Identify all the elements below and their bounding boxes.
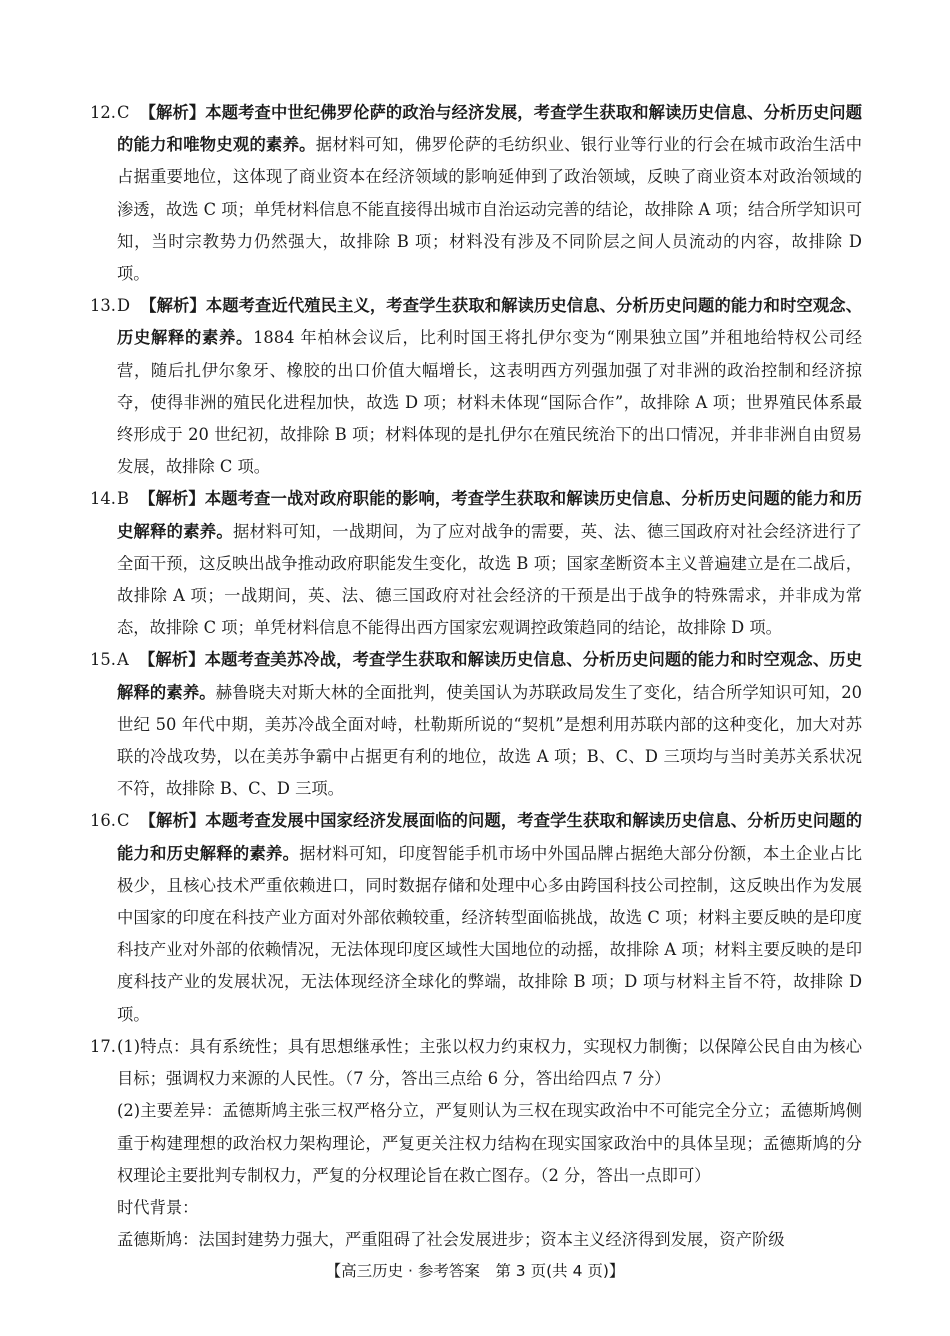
answer-item-15 [90, 644, 862, 805]
answer-letter: C [117, 811, 130, 831]
question-number: 17. [90, 1036, 116, 1056]
question-number: 14. [90, 489, 116, 509]
question-number: 16. [90, 811, 116, 831]
analysis-heading: 【解析】本题考查发展中国家经济发展面临的问题，考查学生获取和解读历史信息、分析历史问题的能力和历史解释的素养。 [117, 811, 862, 863]
question-number: 15. [90, 650, 116, 670]
question-number: 13. [90, 296, 116, 316]
page-footer: 【高三历史 · 参考答案 第 3 页(共 4 页)】 [325, 1262, 625, 1280]
answer-item-17 [90, 1031, 862, 1256]
answer-letter: B [117, 489, 129, 509]
q17-part1 [90, 1031, 862, 1095]
analysis-heading: 【解析】本题考查近代殖民主义，考查学生获取和解读历史信息、分析历史问题的能力和时空观念、历史解释的素养。 [117, 296, 862, 348]
analysis-heading: 【解析】本题考查中世纪佛罗伦萨的政治与经济发展，考查学生获取和解读历史信息、分析历史问题的能力和唯物史观的素养。 [117, 103, 862, 155]
q17-background-text: 孟德斯鸠：法国封建势力强大，严重阻碍了社会发展进步；资本主义经济得到发展，资产阶级 [117, 1230, 785, 1250]
analysis-heading: 【解析】本题考查美苏冷战，考查学生获取和解读历史信息、分析历史问题的能力和时空观念、历史解释的素养。 [117, 650, 862, 702]
analysis-heading: 【解析】本题考查一战对政府职能的影响，考查学生获取和解读历史信息、分析历史问题的能力和历史解释的素养。 [117, 489, 862, 541]
analysis-text: 据材料可知，佛罗伦萨的毛纺织业、银行业等行业的行会在城市政治生活中占据重要地位，这体现了商业资本在经济领域的影响延伸到了政治领域，反映了商业资本对政治领域的渗透，故选 C 项；单凭材料信息不能直接得出城市自治运动完善的结论，故排除 A 项；结合所学知识可知，当时宗教势力仍然强大，故排除 B 项；材料没有涉及不同阶层之间人员流动的内容，故排除 D 项。 [117, 135, 863, 284]
answer-item-13 [90, 290, 862, 483]
q17-part1-text: (1)特点：具有系统性；具有思想继承性；主张以权力约束权力，实现权力制衡；以保障公民自由为核心目标；强调权力来源的人民性。（7 分，答出三点给 6 分，答出给四点 7 分） [117, 1036, 862, 1089]
answer-letter: A [117, 650, 129, 670]
q17-part2: (2)主要差异：孟德斯鸠主张三权严格分立，严复则认为三权在现实政治中不可能完全分立；孟德斯鸠侧重于构建理想的政治权力架构理论，严复更关注权力结构在现实国家政治中的具体呈现；孟德斯鸠的分权理论主要批判专制权力，严复的分权理论旨在救亡图存。（2 分，答出一点即可） [117, 1101, 862, 1185]
q17-background-label: 时代背景： [117, 1197, 199, 1217]
answer-item-14 [90, 483, 862, 644]
answer-page [90, 97, 862, 1256]
answer-item-12 [90, 97, 862, 290]
answer-letter: C [117, 103, 130, 122]
answer-item-16 [90, 805, 862, 1030]
analysis-text: 据材料可知，印度智能手机市场中外国品牌占据绝大部分份额，本土企业占比极少，且核心技术严重依赖进口，同时数据存储和处理中心多由跨国科技公司控制，这反映出作为发展中国家的印度在科技产业方面对外部依赖较重，经济转型面临挑战，故选 C 项；材料主要反映的是印度科技产业对外部的依赖情况，无法体现印度区域性大国地位的动摇，故排除 A 项；材料主要反映的是印度科技产业的发展状况，无法体现经济全球化的弊端，故排除 B 项；D 项与材料主旨不符，故排除 D 项。 [117, 843, 862, 1024]
analysis-text: 1884 年柏林会议后，比利时国王将扎伊尔变为“刚果独立国”并租地给特权公司经营，随后扎伊尔象牙、橡胶的出口价值大幅增长，这表明西方列强加强了对非洲的政治控制和经济掠夺，使得非洲的殖民化进程加快，故选 D 项；材料未体现“国际合作”，故排除 A 项；世界殖民体系最终形成于 20 世纪初，故排除 B 项；材料体现的是扎伊尔在殖民统治下的出口情况，并非非洲自由贸易发展，故排除 C 项。 [117, 328, 862, 477]
analysis-text: 赫鲁晓夫对斯大林的全面批判，使美国认为苏联政局发生了变化，结合所学知识可知，20 世纪 50 年代中期，美苏冷战全面对峙，杜勒斯所说的“契机”是想利用苏联内部的这种变化，加大对苏联的冷战攻势，以在美苏争霸中占据更有利的地位，故选 A 项；B、C、D 三项均与当时美苏关系状况不符，故排除 B、C、D 三项。 [117, 682, 862, 799]
answer-letter: D [117, 296, 131, 316]
analysis-text: 据材料可知，一战期间，为了应对战争的需要，英、法、德三国政府对社会经济进行了全面干预，这反映出战争推动政府职能发生变化，故选 B 项；国家垄断资本主义普遍建立是在二战后，故排除 A 项；一战期间，英、法、德三国政府对社会经济的干预是出于战争的特殊需求，并非成为常态，故排除 C 项；单凭材料信息不能得出西方国家宏观调控政策趋同的结论，故排除 D 项。 [117, 521, 862, 638]
question-number: 12. [90, 103, 116, 122]
